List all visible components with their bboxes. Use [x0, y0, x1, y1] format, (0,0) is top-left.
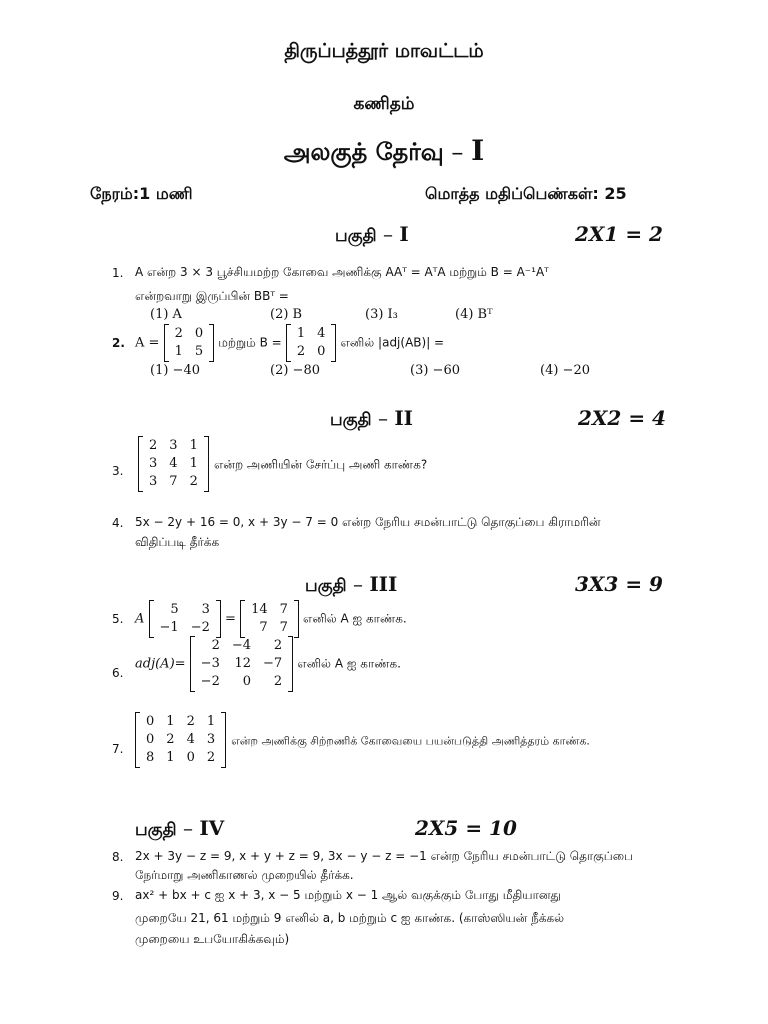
matrix-cell: 8: [146, 750, 155, 765]
question-number: 5.: [112, 612, 124, 626]
matrix-label: A =: [135, 335, 160, 351]
matrix-cell: 4: [317, 326, 326, 341]
section-heading: [135, 816, 224, 842]
matrix: [164, 324, 215, 362]
question-text: ax² + bx + c ஐ x + 3, x − 5 மற்றும் x − 1 ஆல் வகுக்கும் போது மீதியானது: [135, 888, 561, 902]
matrix: [135, 712, 226, 768]
matrix-cell: 14: [251, 602, 268, 617]
option: (1) −40: [150, 363, 200, 378]
section-numeral: I: [399, 222, 409, 246]
matrix-cell: 5: [170, 602, 179, 617]
matrix-cell: 2: [186, 714, 195, 729]
matrix-cell: 4: [186, 732, 195, 747]
matrix-cell: 2: [296, 344, 306, 359]
test-title-text: அலகுத் தேர்வு: [283, 138, 444, 166]
question-connector: எனில் |adj(AB)| =: [340, 335, 445, 350]
question-text: முறையை உபயோகிக்கவும்): [135, 932, 290, 946]
matrix-cell: −2: [190, 620, 210, 635]
question-text: முறையே 21, 61 மற்றும் 9 எனில் a, b மற்றும் c ஐ காண்க. (காஸ்ஸியன் நீக்கல்: [135, 911, 565, 925]
matrix-cell: 5: [194, 344, 204, 359]
section-numeral: II: [394, 406, 414, 430]
matrix: [240, 600, 299, 638]
matrix-cell: −1: [159, 620, 179, 635]
matrix-cell: 2: [174, 326, 183, 341]
question-number: 8.: [112, 850, 124, 864]
question-connector: எனில் A ஐ காண்க.: [297, 656, 401, 671]
section-label: பகுதி: [330, 410, 372, 430]
matrix-cell: 2: [149, 438, 158, 453]
time-label: நேரம்:1 மணி: [90, 184, 193, 203]
matrix-cell: −2: [200, 674, 220, 689]
question-number: 2.: [112, 336, 125, 350]
section-dash: –: [182, 816, 193, 840]
matrix-cell: 0: [146, 714, 155, 729]
option: (4) Bᵀ: [455, 307, 493, 322]
matrix-cell: 3: [201, 602, 210, 617]
section-heading: [305, 572, 397, 598]
matrix-cell: 1: [189, 438, 198, 453]
question-connector: என்ற அணிக்கு சிற்றணிக் கோவையை பயன்படுத்தி அணித்தரம் காண்க.: [231, 734, 590, 748]
option: (3) I₃: [365, 307, 398, 322]
question-text: நேர்மாறு அணிகாணல் முறையில் தீர்க்க.: [135, 868, 354, 882]
question-connector: என்ற அணியின் சேர்ப்பு அணி காண்க?: [213, 457, 428, 472]
matrix-cell: 2: [206, 750, 216, 765]
matrix-cell: −7: [263, 656, 283, 671]
question-text: [135, 324, 444, 362]
matrix-cell: 0: [317, 344, 326, 359]
question-number: 6.: [112, 666, 124, 680]
matrix-cell: 2: [273, 674, 283, 689]
matrix: [286, 324, 337, 362]
section-label: பகுதி: [335, 226, 377, 246]
question-text: 5x − 2y + 16 = 0, x + 3y − 7 = 0 என்ற நேரிய சமன்பாட்டு தொகுப்பை கிராமரின்: [135, 515, 601, 529]
equals-sign: =: [225, 611, 236, 627]
question-text: A என்ற 3 × 3 பூச்சியமற்ற கோவை அணிக்கு AAᵀ = AᵀA மற்றும் B = A⁻¹Aᵀ: [135, 265, 549, 279]
matrix-cell: 3: [149, 474, 158, 489]
matrix-cell: 7: [169, 474, 178, 489]
district-title: திருப்பத்தூர் மாவட்டம்: [284, 40, 484, 62]
subject-title: கணிதம்: [353, 94, 415, 114]
question-text: 2x + 3y − z = 9, x + y + z = 9, 3x − y − z = −1 என்ற நேரிய சமன்பாட்டு தொகுப்பை: [135, 849, 633, 863]
question-text: [135, 600, 407, 638]
section-heading: [335, 222, 409, 248]
test-title-numeral: I: [471, 134, 485, 167]
section-heading: [330, 406, 413, 432]
matrix: [138, 436, 209, 492]
test-title-dash: –: [451, 138, 464, 166]
question-text: [135, 712, 590, 768]
matrix: [190, 636, 294, 692]
matrix-cell: 7: [259, 620, 268, 635]
matrix-cell: 0: [146, 732, 155, 747]
section-numeral: IV: [199, 816, 225, 840]
matrix-cell: 7: [279, 602, 288, 617]
matrix-cell: 1: [174, 344, 183, 359]
matrix-cell: −3: [200, 656, 220, 671]
matrix-cell: −4: [231, 638, 252, 653]
section-dash: –: [382, 222, 393, 246]
option: (2) −80: [270, 363, 320, 378]
matrix-cell: 7: [279, 620, 288, 635]
matrix-cell: 1: [166, 714, 175, 729]
matrix-label: A: [135, 611, 145, 627]
test-title: [0, 134, 768, 169]
matrix-cell: 4: [169, 456, 178, 471]
question-number: 3.: [112, 464, 124, 478]
section-marks: 2X1 = 2: [575, 222, 663, 246]
section-dash: –: [377, 406, 388, 430]
option: (4) −20: [540, 363, 590, 378]
question-number: 7.: [112, 742, 124, 756]
question-text: [138, 436, 427, 492]
matrix-cell: 0: [194, 326, 204, 341]
matrix-cell: 2: [189, 474, 198, 489]
question-text: என்றவாறு இருப்பின் BBᵀ =: [135, 289, 289, 303]
matrix-label: adj(A)=: [135, 656, 186, 672]
section-numeral: III: [369, 572, 398, 596]
question-number: 4.: [112, 516, 124, 530]
matrix-cell: 0: [186, 750, 195, 765]
section-label: பகுதி: [305, 576, 347, 596]
section-marks: 2X5 = 10: [415, 816, 517, 840]
section-marks: 3X3 = 9: [575, 572, 663, 596]
question-text: விதிப்படி தீர்க்க: [135, 535, 220, 549]
matrix-cell: 2: [166, 732, 175, 747]
matrix-cell: 2: [273, 638, 283, 653]
matrix-cell: 3: [169, 438, 178, 453]
matrix-cell: 2: [211, 638, 220, 653]
matrix-cell: 1: [296, 326, 306, 341]
option: (1) A: [150, 307, 182, 322]
matrix-cell: 0: [242, 674, 252, 689]
matrix: [149, 600, 221, 638]
section-marks: 2X2 = 4: [578, 406, 666, 430]
matrix-cell: 1: [166, 750, 175, 765]
matrix-cell: 3: [149, 456, 158, 471]
section-dash: –: [352, 572, 363, 596]
option: (2) B: [270, 307, 303, 322]
matrix-cell: 12: [234, 656, 252, 671]
question-connector: எனில் A ஐ காண்க.: [303, 611, 407, 626]
question-connector: மற்றும் B =: [218, 335, 282, 350]
matrix-cell: 3: [206, 732, 216, 747]
question-text: [135, 636, 401, 692]
question-number: 1.: [112, 266, 124, 280]
option: (3) −60: [410, 363, 460, 378]
matrix-cell: 1: [189, 456, 198, 471]
section-label: பகுதி: [135, 820, 177, 840]
total-marks: மொத்த மதிப்பெண்கள்: 25: [425, 184, 627, 203]
question-number: 9.: [112, 889, 124, 903]
matrix-cell: 1: [206, 714, 216, 729]
